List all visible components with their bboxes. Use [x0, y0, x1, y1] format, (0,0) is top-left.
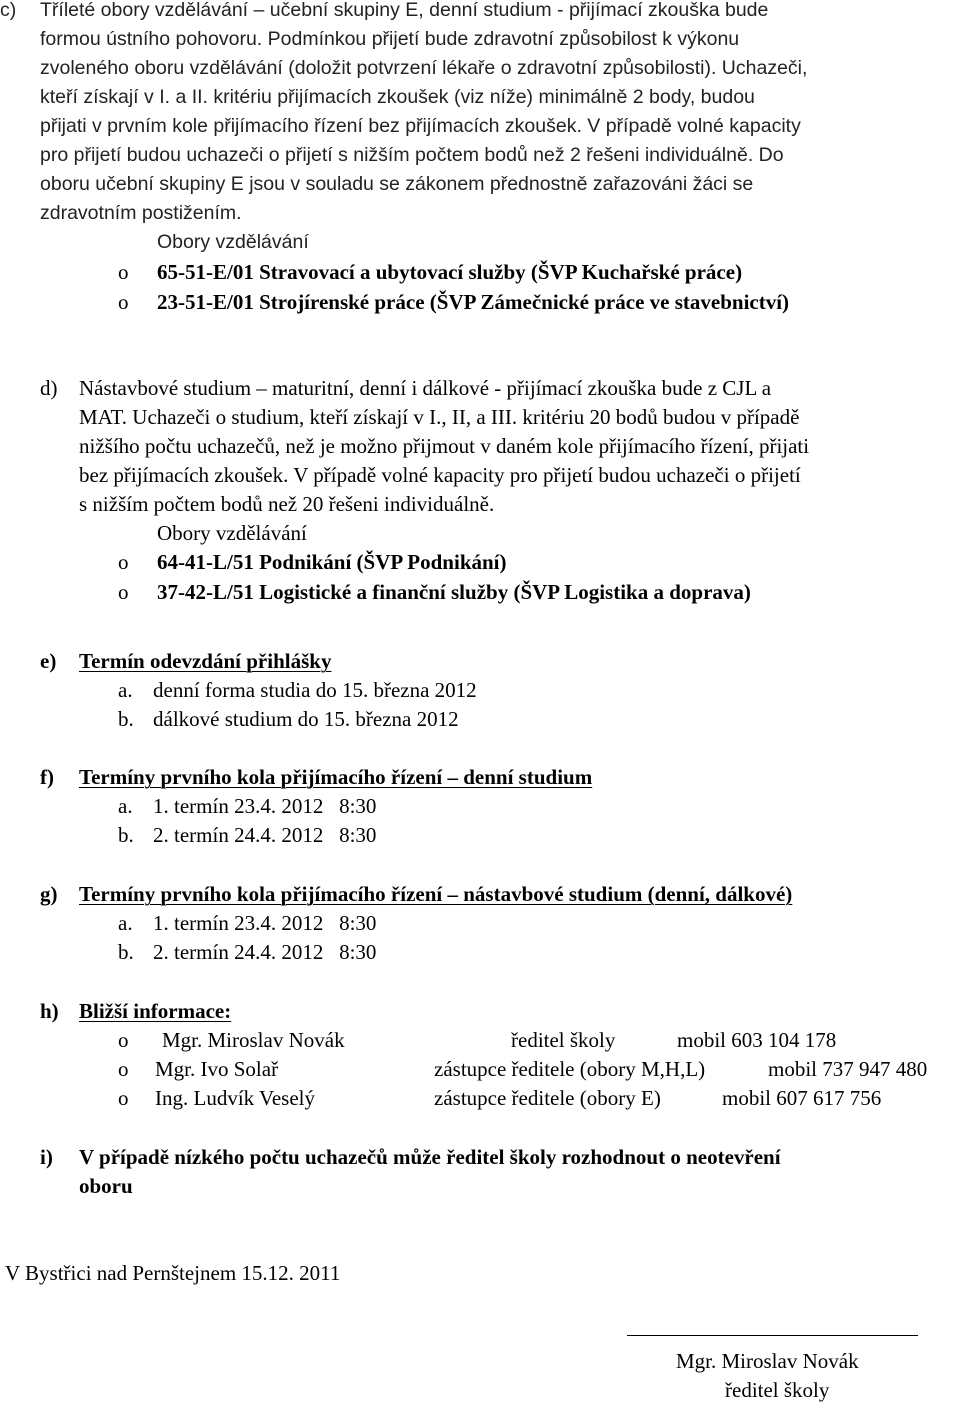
obor-item: 65-51-E/01 Stravovací a ubytovací služby (ŠVP Kuchařské práce): [157, 260, 743, 284]
section-label: g): [40, 882, 58, 906]
paragraph-line: V případě nízkého počtu uchazečů může ředitel školy rozhodnout o neotevření: [79, 1145, 781, 1169]
item-letter: b.: [118, 707, 134, 731]
paragraph-line: oboru: [79, 1174, 133, 1198]
section-label: i): [40, 1145, 53, 1169]
paragraph-line: kteří získají v I. a II. kritériu přijímacích zkoušek (viz níže) minimálně 2 body, budou: [40, 86, 755, 108]
paragraph-line: nižšího počtu uchazečů, než je možno přijmout v daném kole přijímacího řízení, přijati: [79, 434, 810, 458]
paragraph-line: s nižším počtem bodů než 20 řešeni individuálně.: [79, 492, 495, 516]
signature-role: ředitel školy: [725, 1378, 830, 1402]
paragraph-line: zdravotním postižením.: [40, 202, 242, 224]
item-text: 2. termín 24.4. 2012 8:30: [153, 940, 377, 964]
item-text: 1. termín 23.4. 2012 8:30: [153, 911, 377, 935]
obor-item: 64-41-L/51 Podnikání (ŠVP Podnikání): [157, 550, 507, 574]
section-label: c): [0, 0, 17, 21]
section-label: d): [40, 376, 58, 400]
item-letter: a.: [118, 794, 133, 818]
item-text: denní forma studia do 15. března 2012: [153, 678, 477, 702]
section-title: Bližší informace:: [79, 999, 232, 1023]
paragraph-line: formou ústního pohovoru. Podmínkou přijetí bude zdravotní způsobilost k výkonu: [40, 28, 740, 50]
item-text: 1. termín 23.4. 2012 8:30: [153, 794, 377, 818]
bullet: o: [118, 260, 129, 284]
section-label: h): [40, 999, 59, 1023]
contact-phone: mobil 737 947 480: [768, 1057, 928, 1081]
obory-heading: Obory vzdělávání: [157, 521, 307, 545]
contact-role: zástupce ředitele (obory E): [434, 1086, 661, 1110]
contact-phone: mobil 603 104 178: [677, 1028, 837, 1052]
bullet: o: [118, 550, 129, 574]
paragraph-line: oboru učební skupiny E jsou v souladu se zákonem přednostně zařazováni žáci se: [40, 173, 754, 195]
contact-role: zástupce ředitele (obory M,H,L): [434, 1057, 706, 1081]
bullet: o: [118, 290, 129, 314]
contact-role: ředitel školy: [511, 1028, 616, 1052]
contact-name: Mgr. Miroslav Novák: [162, 1028, 345, 1052]
paragraph-line: zvoleného oboru vzdělávání (doložit potvrzení lékaře o zdravotní způsobilosti). Uchazeči,: [40, 57, 808, 79]
bullet: o: [118, 580, 129, 604]
bullet: o: [118, 1057, 129, 1081]
obory-heading: Obory vzdělávání: [157, 231, 309, 253]
signature-line: [627, 1335, 918, 1336]
paragraph-line: pro přijetí budou uchazeči o přijetí s nižším počtem bodů než 2 řešeni individuálně. Do: [40, 144, 784, 166]
section-title: Termín odevzdání přihlášky: [79, 649, 332, 673]
item-letter: a.: [118, 911, 133, 935]
paragraph-line: Nástavbové studium – maturitní, denní i dálkové - přijímací zkouška bude z CJL a: [79, 376, 772, 400]
item-text: 2. termín 24.4. 2012 8:30: [153, 823, 377, 847]
item-letter: a.: [118, 678, 133, 702]
bullet: o: [118, 1086, 129, 1110]
place-date: V Bystřici nad Pernštejnem 15.12. 2011: [5, 1261, 341, 1285]
paragraph-line: přijati v prvním kole přijímacího řízení bez přijímacích zkoušek. V případě volné kapacity: [40, 115, 801, 137]
section-title: Termíny prvního kola přijímacího řízení – nástavbové studium (denní, dálkové): [79, 882, 793, 906]
paragraph-line: Tříleté obory vzdělávání – učební skupiny E, denní studium - přijímací zkouška bude: [40, 0, 769, 21]
section-label: f): [40, 765, 54, 789]
paragraph-line: bez přijímacích zkoušek. V případě volné kapacity pro přijetí budou uchazeči o přijetí: [79, 463, 801, 487]
contact-name: Mgr. Ivo Solař: [155, 1057, 279, 1081]
obor-item: 37-42-L/51 Logistické a finanční služby (ŠVP Logistika a doprava): [157, 580, 751, 604]
bullet: o: [118, 1028, 129, 1052]
item-text: dálkové studium do 15. března 2012: [153, 707, 459, 731]
section-label: e): [40, 649, 57, 673]
item-letter: b.: [118, 823, 134, 847]
paragraph-line: MAT. Uchazeči o studium, kteří získají v I., II, a III. kritériu 20 bodů budou v případě: [79, 405, 800, 429]
contact-name: Ing. Ludvík Veselý: [155, 1086, 316, 1110]
signature-name: Mgr. Miroslav Novák: [676, 1349, 859, 1373]
obor-item: 23-51-E/01 Strojírenské práce (ŠVP Zámečnické práce ve stavebnictví): [157, 290, 790, 314]
item-letter: b.: [118, 940, 134, 964]
contact-phone: mobil 607 617 756: [722, 1086, 882, 1110]
section-title: Termíny prvního kola přijímacího řízení – denní studium: [79, 765, 593, 789]
